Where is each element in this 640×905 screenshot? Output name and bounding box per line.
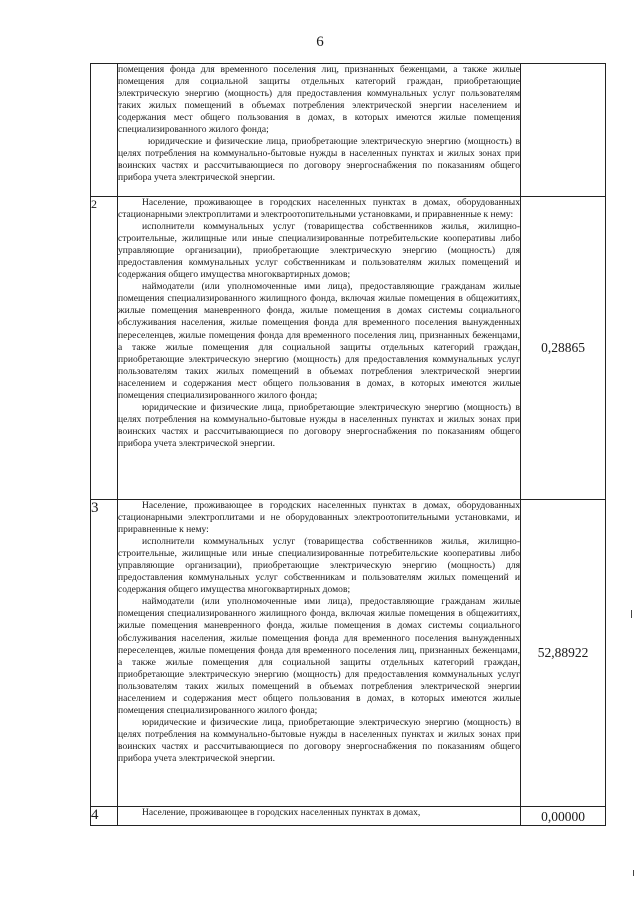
table-row <box>91 64 606 197</box>
row-value <box>521 64 606 197</box>
row-number: 3 <box>91 500 118 807</box>
paragraph: Население, проживающее в городских населенных пунктах в домах, оборудованных стационарными электроплитами и электроотопительными установками, и приравненные к нему: <box>118 197 520 221</box>
row-value: 0,00000 <box>521 807 606 826</box>
page-number: 6 <box>316 34 324 50</box>
row-number: 4 <box>91 807 118 826</box>
row-number: 2 <box>91 197 118 500</box>
paragraph: юридические и физические лица, приобретающие электрическую энергию (мощность) в целях потребления на коммунально-бытовые нужды в населенных пунктах и жилых зонах при воинских частях и рассчитывающиеся по договору энергоснабжения по показаниям общего прибора учета электрической энергии. <box>118 136 520 184</box>
row-value: 52,88922 <box>521 500 606 807</box>
row-value: 0,28865 <box>521 197 606 500</box>
table-row <box>91 807 606 826</box>
table-row <box>91 500 606 807</box>
row-description <box>118 64 521 197</box>
scan-mark <box>631 610 632 618</box>
row-description <box>118 500 521 807</box>
paragraph: наймодатели (или уполномоченные ими лица), предоставляющие гражданам жилые помещения специализированного жилищного фонда, включая жилые помещения в общежитиях, жилые помещения маневренного фонда, жилые помещения в домах системы социального обслуживания населения, жилые помещения фонда для временного поселения вынужденных переселенцев, жилые помещения фонда для временного поселения лиц, признанных беженцами, а также жилые помещения для социальной защиты отдельных категорий граждан, приобретающие электрическую энергию (мощность) для предоставления коммунальных услуг пользователям таких жилых помещений в объемах потребления электрической энергии населением и содержания мест общего пользования в домах, в которых имеются жилые помещения специализированного жилого фонда; <box>118 596 520 716</box>
row-number <box>91 64 118 197</box>
paragraph: юридические и физические лица, приобретающие электрическую энергию (мощность) в целях потребления на коммунально-бытовые нужды в населенных пунктах и жилых зонах при воинских частях и рассчитывающиеся по договору энергоснабжения по показаниям общего прибора учета электрической энергии. <box>118 401 520 449</box>
paragraph: Население, проживающее в городских населенных пунктах в домах, оборудованных стационарными электроплитами и не оборудованных электроотопительными установками, и приравненные к нему: <box>118 500 520 536</box>
row-description <box>118 197 521 500</box>
paragraph: помещения фонда для временного поселения лиц, признанных беженцами, а также жилые помещения для социальной защиты отдельных категорий граждан, приобретающие электрическую энергию (мощность) для предоставления коммунальных услуг пользователям таких жилых помещений в объемах потребления электрической энергии населением и содержания мест общего пользования в домах, в которых имеются жилые помещения специализированного жилого фонда; <box>118 64 520 136</box>
paragraph: юридические и физические лица, приобретающие электрическую энергию (мощность) в целях потребления на коммунально-бытовые нужды в населенных пунктах и жилых зонах при воинских частях и рассчитывающиеся по договору энергоснабжения по показаниям общего прибора учета электрической энергии. <box>118 716 520 764</box>
tariff-table <box>90 63 606 826</box>
row-description <box>118 807 521 826</box>
table-row <box>91 197 606 500</box>
paragraph: наймодатели (или уполномоченные ими лица), предоставляющие гражданам жилые помещения специализированного жилищного фонда, включая жилые помещения в общежитиях, жилые помещения маневренного фонда, жилые помещения в домах системы социального обслуживания населения, жилые помещения фонда для временного поселения вынужденных переселенцев, жилые помещения фонда для временного поселения лиц, признанных беженцами, а также жилые помещения для социальной защиты отдельных категорий граждан, приобретающие электрическую энергию (мощность) для предоставления коммунальных услуг пользователям таких жилых помещений в объемах потребления электрической энергии населением и содержания мест общего пользования в домах, в которых имеются жилые помещения специализированного жилого фонда; <box>118 281 520 401</box>
paragraph: исполнители коммунальных услуг (товарищества собственников жилья, жилищно-строительные, жилищные или иные специализированные потребительские кооперативы либо управляющие организации), приобретающие электрическую энергию (мощность) для предоставления коммунальных услуг собственникам и пользователям жилых помещений и содержания общего имущества многоквартирных домов; <box>118 221 520 281</box>
paragraph: Население, проживающее в городских населенных пунктах в домах, <box>142 807 421 818</box>
scan-mark <box>633 870 634 876</box>
paragraph: исполнители коммунальных услуг (товарищества собственников жилья, жилищно-строительные, жилищные или иные специализированные потребительские кооперативы либо управляющие организации), приобретающие электрическую энергию (мощность) для предоставления коммунальных услуг собственникам и пользователям жилых помещений и содержания общего имущества многоквартирных домов; <box>118 536 520 596</box>
